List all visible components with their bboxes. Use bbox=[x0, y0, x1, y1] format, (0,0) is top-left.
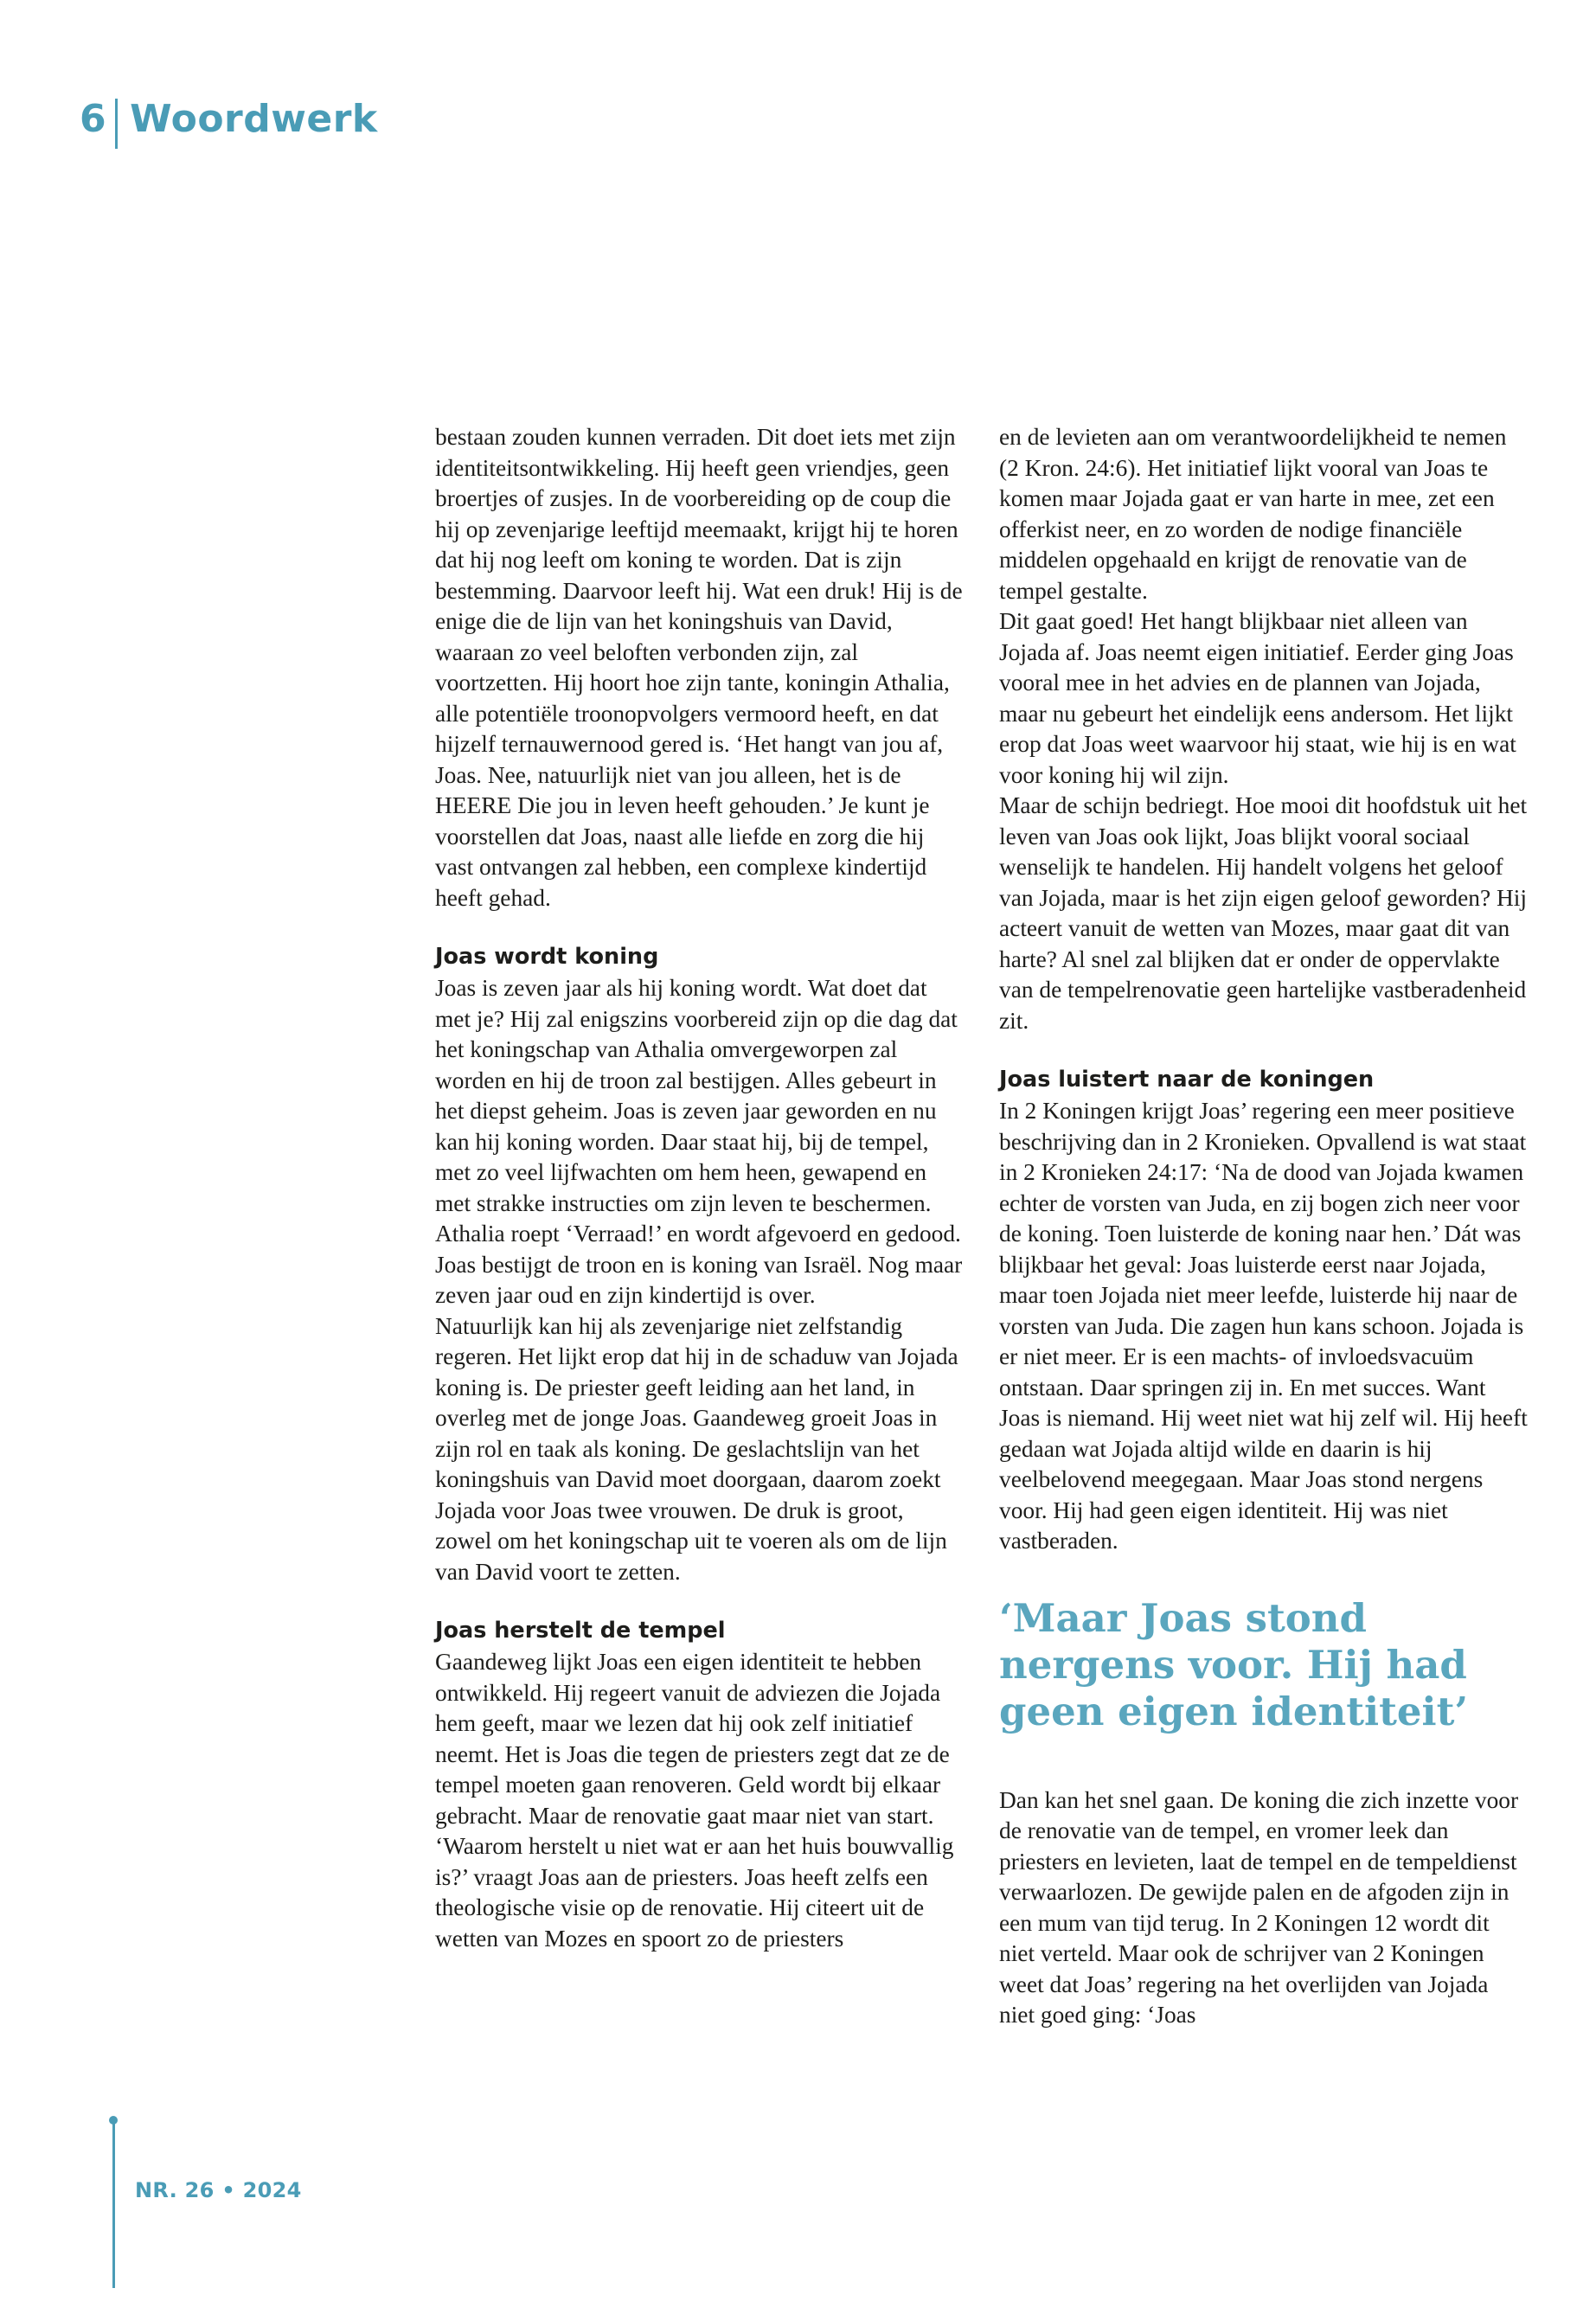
paragraph: Dan kan het snel gaan. De koning die zich inzette voor de renovatie van de tempel, en vromer leek dan priesters en levieten, laat de tempel en de tempeldienst verwaarlozen. De gewijde palen en de afgoden zijn in een mum van tijd terug. In 2 Koningen 12 wordt dit niet verteld. Maar ook de schrijver van 2 Koningen weet dat Joas’ regering na het overlijden van Jojada niet goed ging: ‘Joas bbox=[999, 1786, 1519, 2028]
paragraph: Joas is zeven jaar als hij koning wordt. Wat doet dat met je? Hij zal enigszins voorbereid zijn op die dag dat het koningschap van Athalia omvergeworpen zal worden en hij de troon zal bestijgen. Alles gebeurt in het diepst geheim. Joas is zeven jaar geworden en nu kan hij koning worden. Daar staat hij, bij de tempel, met zo veel lijfwachten om hem heen, gewapend en met strakke instructies om zijn leven te beschermen. Athalia roept ‘Verraad!’ en wordt afgevoerd en gedood. Joas bestijgt de troon en is koning van Israël. Nog maar zeven jaar oud en zijn kindertijd is over. bbox=[435, 975, 963, 1308]
heading-joas-wordt-koning: Joas wordt koning bbox=[435, 944, 659, 970]
paragraph: Natuurlijk kan hij als zevenjarige niet zelfstandig regeren. Het lijkt erop dat hij in de schaduw van Jojada koning is. De priester geeft leiding aan het land, in overleg met de jonge Joas. Gaandeweg groeit Joas in zijn rol en taak als koning. De geslachtslijn van het koningshuis van David moet doorgaan, daarom zoekt Jojada voor Joas twee vrouwen. De druk is groot, zowel om het koningschap uit te voeren als om de lijn van David voort te zetten. bbox=[435, 1312, 958, 1585]
footer-rule bbox=[112, 2119, 115, 2288]
pull-quote: ‘Maar Joas stond nergens voor. Hij had geen eigen identiteit’ bbox=[999, 1594, 1469, 1734]
left-column bbox=[435, 422, 963, 1954]
paragraph: Gaandeweg lijkt Joas een eigen identiteit te hebben ontwikkeld. Hij regeert vanuit de adviezen die Jojada hem geeft, maar we lezen dat hij ook zelf initiatief neemt. Het is Joas die tegen de priesters zegt dat ze de tempel moeten gaan renoveren. Geld wordt bij elkaar gebracht. Maar de renovatie gaat maar niet van start. ‘Waarom herstelt u niet wat er aan het huis bouwvallig is?’ vraagt Joas aan de priesters. Joas heeft zelfs een theologische visie op de renovatie. Hij citeert uit de wetten van Mozes en spoort zo de priesters bbox=[435, 1649, 954, 1952]
header-divider bbox=[115, 99, 118, 149]
intro-paragraph: bestaan zouden kunnen verraden. Dit doet iets met zijn identiteitsontwikkeling. Hij heeft geen vriendjes, geen broertjes of zusjes. In de voorbereiding op de coup die hij op zevenjarige leeftijd meemaakt, krijgt hij te horen dat hij nog leeft om koning te worden. Dat is zijn bestemming. Daarvoor leeft hij. Wat een druk! Hij is de enige die de lijn van het koningshuis van David, waaraan zo veel beloften verbonden zijn, zal voortzetten. Hij hoort hoe zijn tante, koningin Athalia, alle potentiële troonopvolgers vermoord heeft, en dat hijzelf ternauwernood gered is. ‘Het hangt van jou af, Joas. Nee, natuurlijk niet van jou alleen, het is de HEERE Die jou in leven heeft gehouden.’ Je kunt je voorstellen dat Joas, naast alle liefde en zorg die hij vast ontvangen zal hebben, een complexe kindertijd heeft gehad. bbox=[435, 424, 963, 911]
heading-joas-luistert: Joas luistert naar de koningen bbox=[999, 1067, 1375, 1093]
paragraph: Dit gaat goed! Het hangt blijkbaar niet alleen van Jojada af. Joas neemt eigen initiatief. Eerder ging Joas vooral mee in het advies en de plannen van Jojada, maar nu gebeurt het eindelijk eens andersom. Het lijkt erop dat Joas weet waarvoor hij staat, wie hij is en wat voor koning hij wil zijn. bbox=[999, 608, 1516, 788]
right-column bbox=[999, 422, 1529, 2031]
page-number: 6 bbox=[80, 96, 107, 141]
page-header bbox=[80, 93, 378, 144]
paragraph: Maar de schijn bedriegt. Hoe mooi dit hoofdstuk uit het leven van Joas ook lijkt, Joas blijkt vooral sociaal wenselijk te handelen. Hij handelt volgens het geloof van Jojada, maar is het zijn eigen geloof geworden? Hij acteert vanuit de wetten van Mozes, maar gaat dit van harte? Al snel zal blijken dat er onder de oppervlakte van de tempelrenovatie geen hartelijke vastberadenheid zit. bbox=[999, 792, 1528, 1034]
issue-label: NR. 26 • 2024 bbox=[135, 2178, 302, 2202]
paragraph: en de levieten aan om verantwoordelijkheid te nemen (2 Kron. 24:6). Het initiatief lijkt vooral van Joas te komen maar Jojada gaat er van harte in mee, zet een offerkist neer, en zo worden de nodige financiële middelen opgehaald en krijgt de renovatie van de tempel gestalte. bbox=[999, 424, 1507, 604]
heading-joas-herstelt-de-tempel: Joas herstelt de tempel bbox=[435, 1618, 726, 1644]
paragraph: In 2 Koningen krijgt Joas’ regering een meer positieve beschrijving dan in 2 Kronieken. Opvallend is wat staat in 2 Kronieken 24:17: ‘Na de dood van Jojada kwamen echter de vorsten van Juda, en zij bogen zich neer voor de koning. Toen luisterde de koning naar hen.’ Dát was blijkbaar het geval: Joas luisterde eerst naar Jojada, maar toen Jojada niet meer leefde, luisterde hij naar de vorsten van Juda. Die zagen hun kans schoon. Jojada is er niet meer. Er is een machts- of invloedsvacuüm ontstaan. Daar springen zij in. En met succes. Want Joas is niemand. Hij weet niet wat hij zelf wil. Hij heeft gedaan wat Jojada altijd wilde en daarin is hij veelbelovend meegegaan. Maar Joas stond nergens voor. Hij had geen eigen identiteit. Hij was niet vastberaden. bbox=[999, 1098, 1528, 1554]
section-title: Woordwerk bbox=[130, 96, 378, 141]
